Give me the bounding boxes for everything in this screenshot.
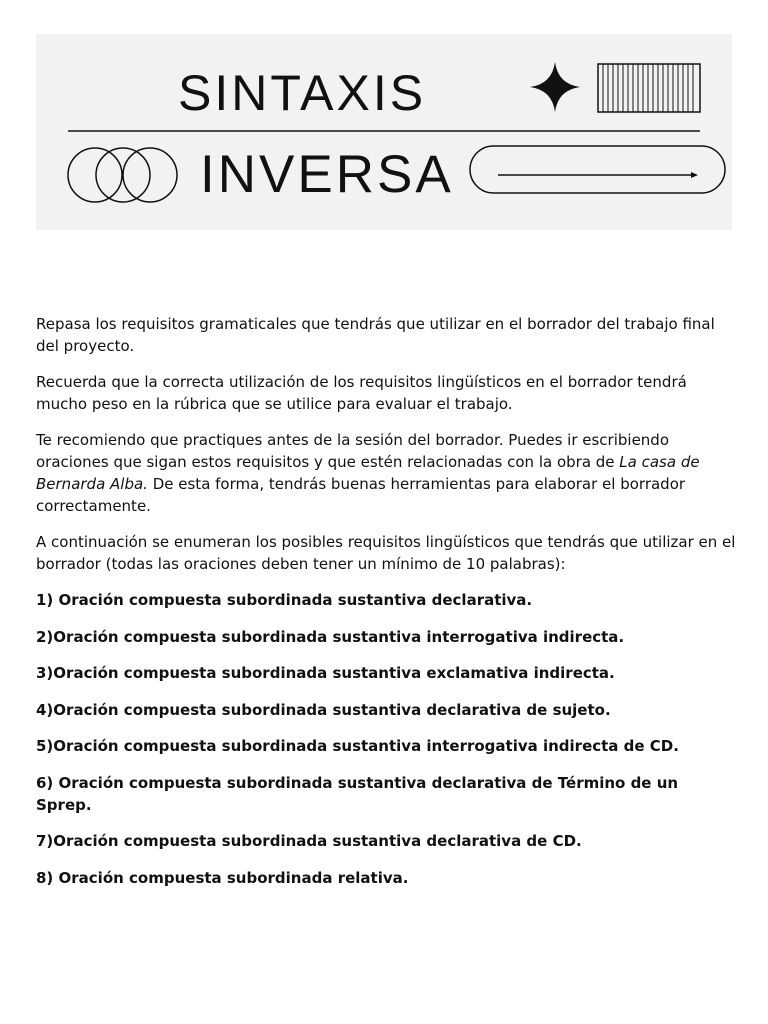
- requirement-item: 7)Oración compuesta subordinada sustantiva declarativa de CD.: [36, 832, 582, 850]
- requirement-item: 1) Oración compuesta subordinada sustantiva declarativa.: [36, 591, 533, 609]
- requirement-item: 8) Oración compuesta subordinada relativa.: [36, 868, 409, 887]
- sparkle-star-icon: [530, 62, 580, 112]
- requirement-item: 4)Oración compuesta subordinada sustantiva declarativa de sujeto.: [36, 700, 611, 719]
- requirement-item: 2)Oración compuesta subordinada sustantiva interrogativa indirecta.: [36, 627, 625, 646]
- list-intro-paragraph: A continuación se enumeran los posibles requisitos lingüísticos que tendrás que utilizar en el borrador (todas las oraciones deben tener un mínimo de 10 palabras):: [36, 533, 736, 573]
- recommendation-text-after: De esta forma, tendrás buenas herramientas para elaborar el borrador correctamente.: [36, 475, 686, 515]
- arrow-pill-icon: [470, 146, 725, 193]
- overlapping-circles-icon: [68, 148, 177, 202]
- requirement-item: 5)Oración compuesta subordinada sustantiva interrogativa indirecta de CD.: [36, 737, 679, 755]
- intro-paragraph-1: Repasa los requisitos gramaticales que tendrás que utilizar en el borrador del trabajo final del proyecto.: [36, 315, 715, 355]
- striped-box-icon: [598, 64, 700, 112]
- title-line-1: SINTAXIS: [178, 65, 427, 121]
- intro-paragraph-2: Recuerda que la correcta utilización de los requisitos lingüísticos en el borrador tendrá mucho peso en la rúbrica que se utilice para evaluar el trabajo.: [36, 373, 687, 413]
- work-title: La casa de Bernarda Alba.: [36, 453, 700, 493]
- recommendation-text-before: Te recomiendo que practiques antes de la sesión del borrador. Puedes ir escribiendo oraciones que sigan estos requisitos y que estén relacionadas con la obra de: [36, 431, 670, 471]
- document-body: [36, 313, 736, 903]
- title-line-2: INVERSA: [200, 145, 454, 204]
- header-banner: [36, 34, 732, 230]
- recommendation-paragraph: [36, 429, 736, 517]
- requirement-item: 6) Oración compuesta subordinada sustantiva declarativa de Término de un Sprep.: [36, 773, 679, 814]
- requirement-item: 3)Oración compuesta subordinada sustantiva exclamativa indirecta.: [36, 664, 615, 682]
